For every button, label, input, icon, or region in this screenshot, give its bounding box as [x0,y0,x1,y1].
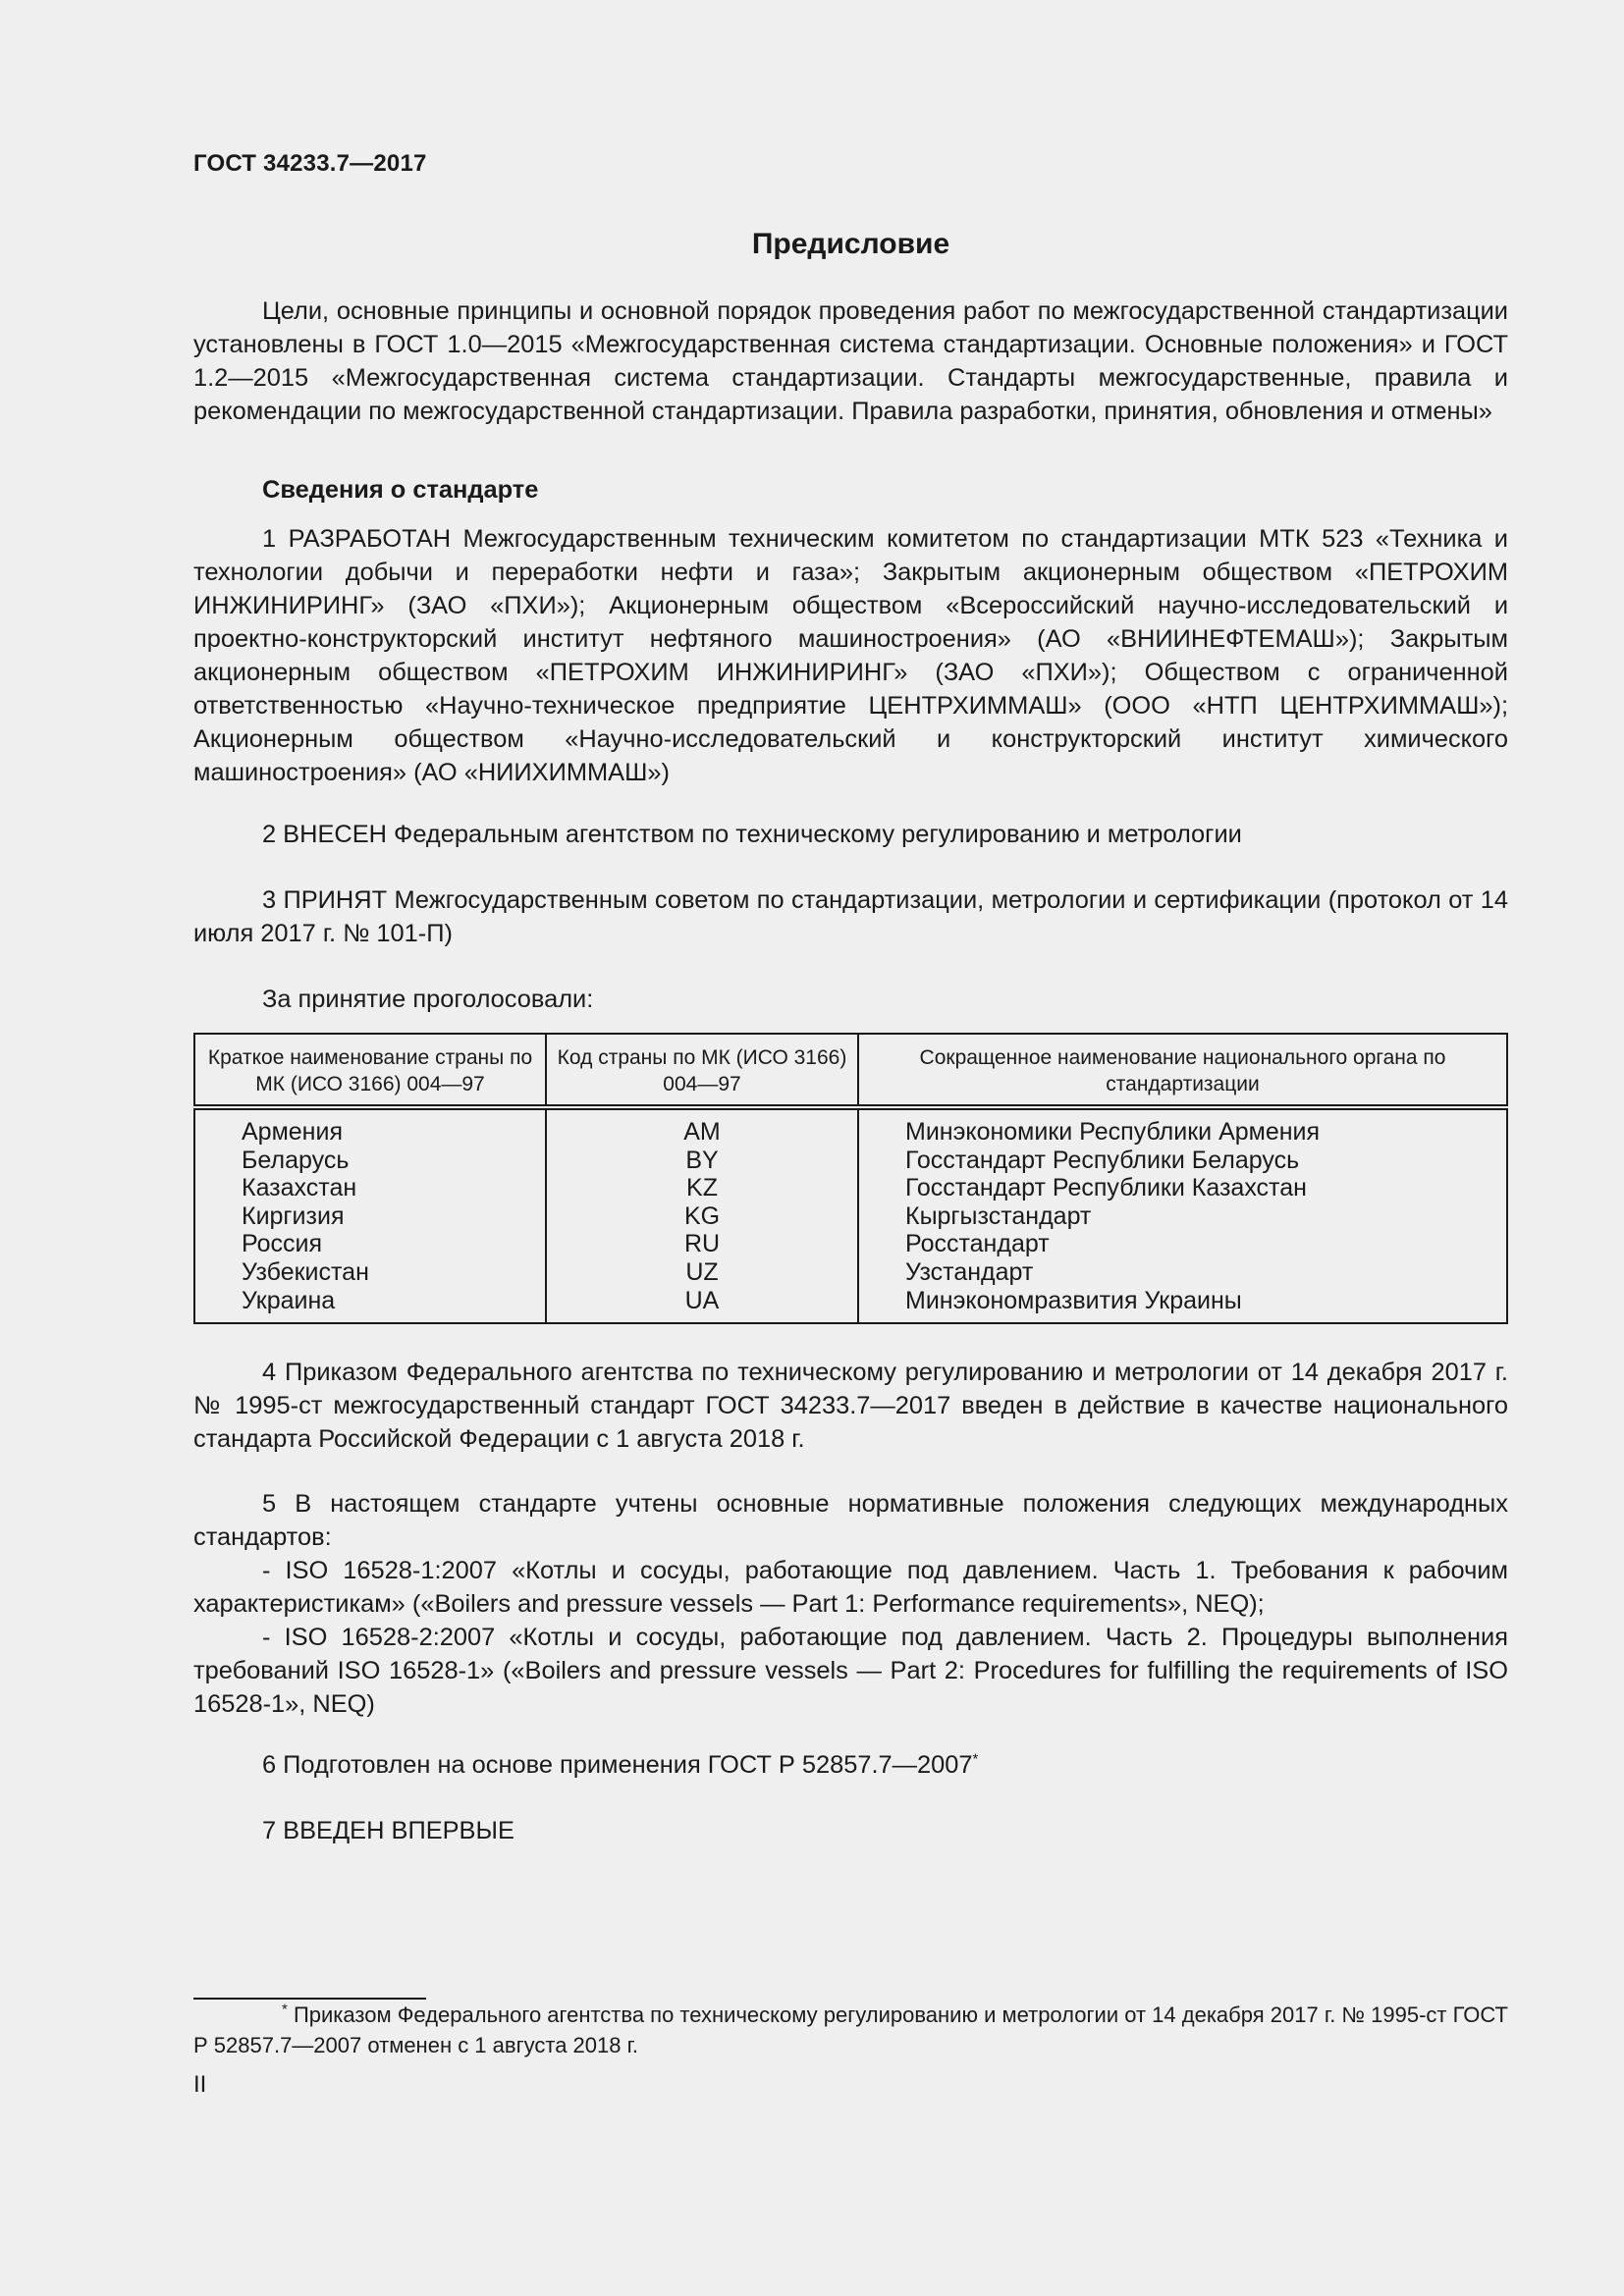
table-row [194,1202,1507,1231]
voted-block [193,983,1508,1016]
item-6-text: 6 Подготовлен на основе применения ГОСТ Р 52857.7—2007 [262,1751,973,1779]
header-country-code: Код страны по МК (ИСО 3166) 004—97 [546,1034,858,1107]
footnote-text: Приказом Федерального агентства по техническому регулированию и метрологии от 14 декабря 2017 г. № 1995-ст ГОСТ Р 52857.7—2007 отменен с 1 августа 2018 г. [193,2002,1508,2057]
cell-country: Беларусь [194,1147,546,1175]
header-standards-body: Сокращенное наименование национального органа по стандартизации [858,1034,1507,1107]
table-row [194,1174,1507,1202]
item-5-intro: 5 В настоящем стандарте учтены основные нормативные положения следующих международных стандартов: [193,1490,1508,1551]
item-4-block [193,1356,1508,1456]
cell-country: Украина [194,1287,546,1324]
cell-code: UA [546,1287,858,1324]
item-1-paragraph: 1 РАЗРАБОТАН Межгосударственным техническим комитетом по стандартизации МТК 523 «Техника и технологии добычи и переработки нефти и газа»; Закрытым акционерным обществом «ПЕТРОХИМ ИНЖИНИРИНГ» (ЗАО «ПХИ»); Акционерным обществом «Всероссийский научно-исследовательский и проектно-конструкторский институт нефтяного машиностроения» (АО «ВНИИНЕФТЕМАШ»); Закрытым акционерным обществом «ПЕТРОХИМ ИНЖИНИРИНГ» (ЗАО «ПХИ»); Обществом с ограниченной ответственностью «Научно-техническое предприятие ЦЕНТРХИММАШ» (ООО «НТП ЦЕНТРХИММАШ»); Акционерным обществом «Научно-исследовательский и конструкторский институт химического машиностроения» (АО «НИИХИММАШ») [193,525,1508,786]
item-3-paragraph: 3 ПРИНЯТ Межгосударственным советом по стандартизации, метрологии и сертификации (протокол от 14 июля 2017 г. № 101-П) [193,886,1508,947]
subheading: Сведения о стандарте [262,476,539,504]
cell-code: KG [546,1202,858,1231]
item-7-block [193,1814,1508,1847]
table-row [194,1287,1507,1324]
cell-code: BY [546,1147,858,1175]
footnote-paragraph [193,2000,1508,2060]
page-number: II [193,2071,207,2098]
item-4-paragraph: 4 Приказом Федерального агентства по техническому регулированию и метрологии от 14 декабря 2017 г. № 1995-ст межгосударственный стандарт ГОСТ 34233.7—2017 введен в действие в качестве национального стандарта Российской Федерации с 1 августа 2018 г. [193,1359,1508,1453]
table-row [194,1107,1507,1147]
cell-body: Минэкономики Республики Армения [858,1107,1507,1147]
header-country-name: Краткое наименование страны по МК (ИСО 3166) 004—97 [194,1034,546,1107]
footnote-mark: * [282,2001,288,2018]
cell-body: Росстандарт [858,1230,1507,1258]
item-6-paragraph [193,1748,1508,1782]
page-title: Предисловие [751,228,950,260]
cell-country: Узбекистан [194,1258,546,1287]
intro-paragraph: Цели, основные принципы и основной порядок проведения работ по межгосударственной стандартизации установлены в ГОСТ 1.0—2015 «Межгосударственная система стандартизации. Основные положения» и ГОСТ 1.2—2015 «Межгосударственная система стандартизации. Стандарты межгосударственные, правила и рекомендации по межгосударственной стандартизации. Правила разработки, принятия, обновления и отмены» [193,297,1508,425]
cell-code: RU [546,1230,858,1258]
table-row [194,1230,1507,1258]
cell-code: KZ [546,1174,858,1202]
item-1-block [193,522,1508,789]
cell-country: Армения [194,1107,546,1147]
item-6-block [193,1748,1508,1782]
cell-body: Кыргызстандарт [858,1202,1507,1231]
cell-code: UZ [546,1258,858,1287]
footnote-reference-mark: * [972,1750,979,1768]
item-5-standard-1: - ISO 16528-1:2007 «Котлы и сосуды, работающие под давлением. Часть 1. Требования к рабочим характеристикам» («Boilers and pressure vessels — Part 1: Performance requirements», NEQ); [193,1557,1508,1618]
item-5-block [193,1487,1508,1721]
table-row [194,1258,1507,1287]
cell-code: AM [546,1107,858,1147]
voted-label: За принятие проголосовали: [262,986,594,1013]
item-3-block [193,883,1508,950]
item-2-paragraph: 2 ВНЕСЕН Федеральным агентством по техническому регулированию и метрологии [262,821,1242,848]
footnote [193,2000,1508,2060]
cell-body: Минэкономразвития Украины [858,1287,1507,1324]
cell-body: Госстандарт Республики Беларусь [858,1147,1507,1175]
item-2-block [193,818,1508,851]
cell-country: Киргизия [194,1202,546,1231]
cell-body: Узстандарт [858,1258,1507,1287]
cell-body: Госстандарт Республики Казахстан [858,1174,1507,1202]
cell-country: Казахстан [194,1174,546,1202]
document-id: ГОСТ 34233.7—2017 [193,150,427,177]
item-5-standard-2: - ISO 16528-2:2007 «Котлы и сосуды, работающие под давлением. Часть 2. Процедуры выполнения требований ISO 16528-1» («Boilers and pressure vessels — Part 2: Procedures for fulfilling the requirements of ISO 16528-1», NEQ) [193,1624,1508,1718]
vote-table [193,1033,1508,1324]
item-7-paragraph: 7 ВВЕДЕН ВПЕРВЫЕ [262,1817,514,1844]
cell-country: Россия [194,1230,546,1258]
table-row [194,1147,1507,1175]
table-header-row [194,1034,1507,1107]
intro-paragraph-block [193,294,1508,428]
